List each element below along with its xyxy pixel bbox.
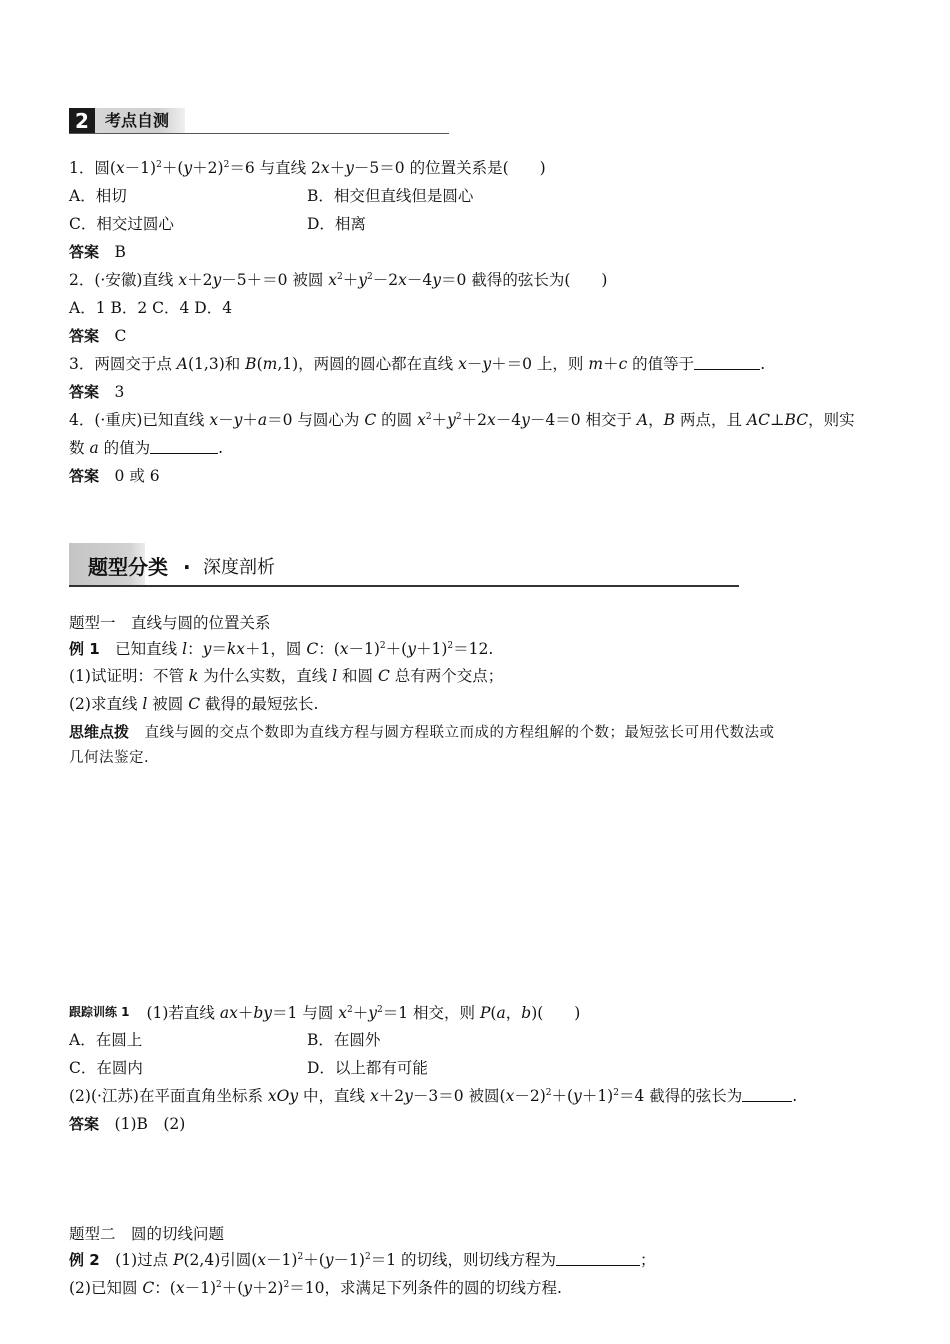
option-b: B．相交但直线但是圆心 bbox=[307, 187, 474, 205]
question-3-answer bbox=[69, 382, 124, 402]
section-title: 题型分类 bbox=[88, 555, 168, 579]
section-divider bbox=[69, 585, 739, 587]
example-1-part-2: (2)求直线 l 被圆 C 截得的最短弦长. bbox=[69, 695, 319, 713]
option-a: A．相切 bbox=[69, 187, 127, 205]
answer-label: 答案 bbox=[69, 383, 100, 401]
answer-blank bbox=[694, 355, 760, 370]
example-2-part-2: (2)已知圆 C：$(x-1)^2+(y+2)^2=10$，求满足下列条件的圆的切线方程. bbox=[69, 1279, 562, 1297]
section-title: 考点自测 bbox=[105, 111, 170, 130]
answer-value: 3 bbox=[114, 383, 125, 401]
answer-value: B bbox=[114, 243, 126, 261]
answer-blank bbox=[150, 439, 218, 454]
question-4-stem-line-1: 4．(·重庆)已知直线 x－y＋a＝0 与圆心为 C 的圆 $x^2+y^2+2x-4y-4=0$ 相交于 A，B 两点，且 AC⊥BC，则实 bbox=[69, 411, 855, 429]
question-2-stem: 2．(·安徽)直线 x＋2y－5＋＝0 被圆 $x^2+y^2-2x-4y=0$ 截得的弦长为( ) bbox=[69, 271, 608, 289]
question-1-stem: 1．圆$(x-1)^2+(y+2)^2=6$ 与直线 2x＋y－5＝0 的位置关系是( ) bbox=[69, 159, 546, 177]
question-1-answer bbox=[69, 242, 126, 262]
section-title-separator: · bbox=[183, 555, 191, 579]
hint-line-2: 几何法鉴定. bbox=[69, 750, 150, 766]
question-2-options: A．1 B．2 C．4 D．4 bbox=[69, 299, 233, 317]
track-training-1-answer bbox=[69, 1114, 185, 1134]
answer-label: 答案 bbox=[69, 467, 100, 485]
option-c: C．在圆内 bbox=[69, 1059, 143, 1077]
answer-label: 答案 bbox=[69, 327, 100, 345]
question-1-options-row-1 bbox=[69, 186, 127, 206]
question-2-answer bbox=[69, 326, 126, 346]
example-2-part-1: 例 2 (1)过点 P(2,4)引圆$(x-1)^2+(y-1)^2=1$ 的切线，则切线方程为 ； bbox=[69, 1251, 656, 1269]
question-4-answer bbox=[69, 466, 160, 486]
question-4-stem-line-2: 数 a 的值为 . bbox=[69, 439, 224, 457]
topic-heading-1: 题型一 直线与圆的位置关系 bbox=[69, 614, 271, 632]
answer-value: 0 或 6 bbox=[114, 467, 160, 485]
option-a: A．在圆上 bbox=[69, 1031, 143, 1049]
hint-line-1: 思维点拨 直线与圆的交点个数即为直线方程与圆方程联立而成的方程组解的个数；最短弦长可用代数法或 bbox=[69, 723, 775, 741]
answer-label: 答案 bbox=[69, 1115, 100, 1133]
option-d: D．相离 bbox=[307, 215, 366, 233]
question-3-stem: 3．两圆交于点 A(1,3)和 B(m,1)，两圆的圆心都在直线 x－y＋＝0 上，则 m＋c 的值等于 . bbox=[69, 355, 766, 373]
answer-blank bbox=[742, 1087, 792, 1102]
option-d: D．以上都有可能 bbox=[307, 1059, 428, 1077]
answer-value: C bbox=[114, 327, 127, 345]
answer-label: 答案 bbox=[69, 243, 100, 261]
answer-blank bbox=[556, 1251, 640, 1266]
track-training-1-stem: 跟踪训练 1 (1)若直线 ax＋by＝1 与圆 $x^2+y^2=1$ 相交，则 P(a，b)( ) bbox=[69, 1004, 581, 1022]
track-training-label: 跟踪训练 1 bbox=[69, 1005, 130, 1019]
section-number-badge: 2 bbox=[69, 108, 95, 134]
track-training-1-part-2: (2)(·江苏)在平面直角坐标系 xOy 中，直线 x＋2y－3＝0 被圆$(x-2)^2+(y+1)^2=4$ 截得的弦长为 . bbox=[69, 1087, 798, 1105]
topic-heading-2: 题型二 圆的切线问题 bbox=[69, 1225, 225, 1243]
answer-value: (1)B (2) bbox=[114, 1115, 186, 1133]
example-1-stem: 例 1 已知直线 l：y＝kx＋1，圆 C：$(x-1)^2+(y+1)^2=12$. bbox=[69, 640, 494, 658]
hint-label: 思维点拨 bbox=[69, 723, 130, 741]
option-b: B．在圆外 bbox=[307, 1031, 381, 1049]
section-divider bbox=[69, 133, 449, 134]
option-c: C．相交过圆心 bbox=[69, 215, 174, 233]
example-1-part-1: (1)试证明：不管 k 为什么实数，直线 l 和圆 C 总有两个交点； bbox=[69, 667, 504, 685]
section-subtitle: 深度剖析 bbox=[203, 557, 275, 578]
